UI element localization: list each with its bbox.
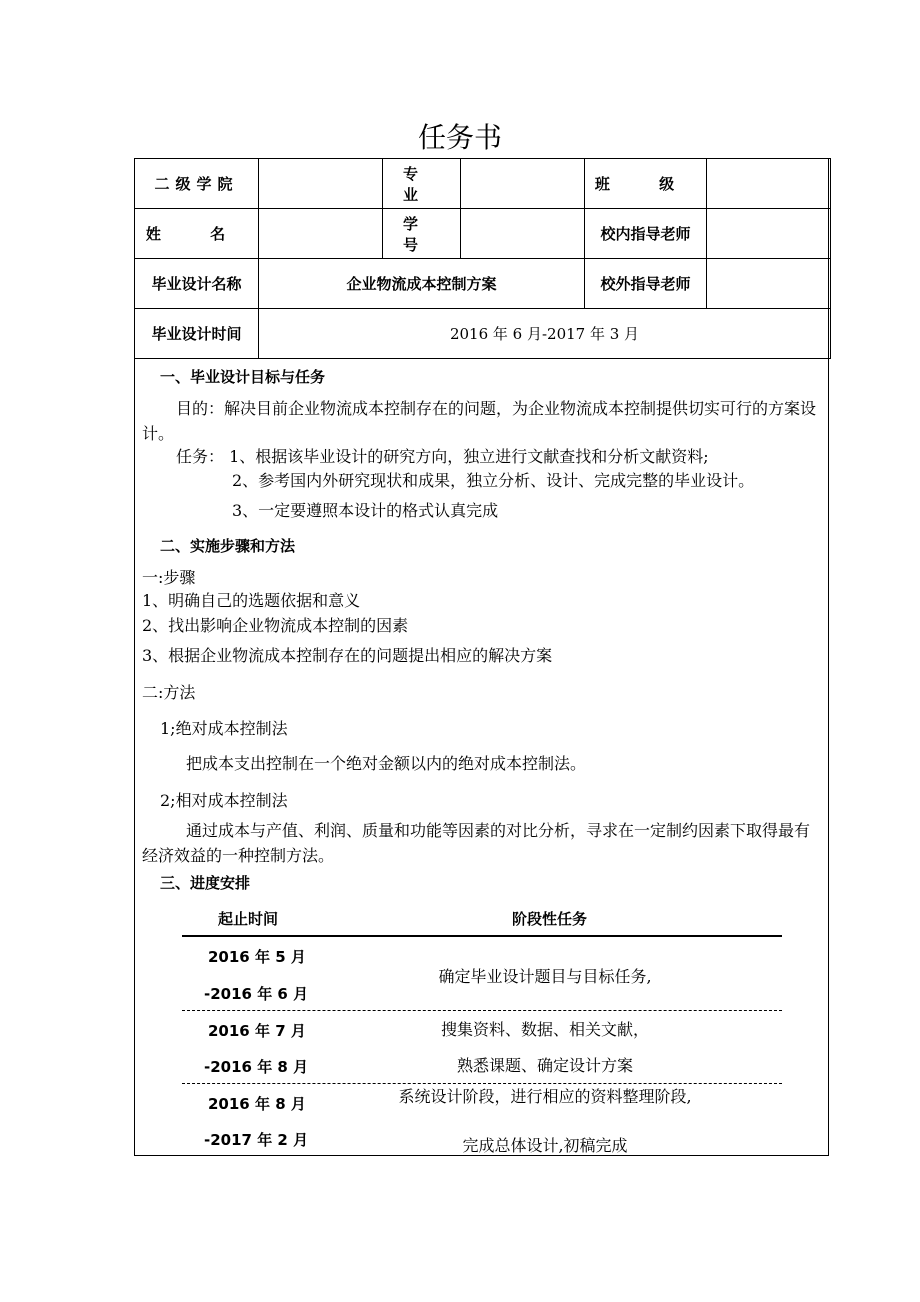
design-time-label: 毕业设计时间 xyxy=(135,309,259,359)
method-2-desc-line-2: 经济效益的一种控制方法。 xyxy=(142,846,335,865)
internal-advisor-label: 校内指导老师 xyxy=(585,209,707,259)
step-2: 2、找出影响企业物流成本控制的因素 xyxy=(142,616,409,635)
college-field[interactable] xyxy=(259,159,383,209)
method-1-desc: 把成本支出控制在一个绝对金额以内的绝对成本控制法。 xyxy=(186,754,587,773)
steps-title: 一:步骤 xyxy=(142,568,196,587)
row-2-start: 2016 年 7 月 xyxy=(208,1022,306,1040)
schedule-header-rule xyxy=(182,935,782,937)
class-label: 班 级 xyxy=(585,159,707,209)
row-1-start: 2016 年 5 月 xyxy=(208,948,306,966)
external-advisor-label: 校外指导老师 xyxy=(585,259,707,309)
row-1-divider xyxy=(182,1010,782,1011)
student-id-label: 学 号 xyxy=(383,209,461,259)
purpose-line-2: 计。 xyxy=(142,424,175,443)
step-3: 3、根据企业物流成本控制存在的问题提出相应的解决方案 xyxy=(142,646,553,665)
design-time-field[interactable]: 2016 年 6 月-2017 年 3 月 xyxy=(259,309,831,359)
college-label: 二级学院 xyxy=(135,159,259,209)
row-3-start: 2016 年 8 月 xyxy=(208,1095,306,1113)
task-line-1: 任务： 1、根据该毕业设计的研究方向，独立进行文献查找和分析文献资料; xyxy=(176,447,709,466)
info-row-3 xyxy=(135,259,831,309)
info-table xyxy=(134,158,831,359)
name-label: 姓 名 xyxy=(135,209,259,259)
schedule-col-task: 阶段性任务 xyxy=(512,910,588,928)
info-row-2 xyxy=(135,209,831,259)
document-title: 任务书 xyxy=(417,121,502,154)
row-3-task-line-1: 系统设计阶段，进行相应的资料整理阶段, xyxy=(398,1087,692,1106)
method-2-title: 2;相对成本控制法 xyxy=(160,791,288,810)
external-advisor-field[interactable] xyxy=(707,259,831,309)
name-field[interactable] xyxy=(259,209,383,259)
task-line-2: 2、参考国内外研究现状和成果，独立分析、设计、完成完整的毕业设计。 xyxy=(232,471,755,490)
row-2-task-line-2: 熟悉课题、确定设计方案 xyxy=(456,1056,633,1075)
design-name-label: 毕业设计名称 xyxy=(135,259,259,309)
row-3-end: -2017 年 2 月 xyxy=(204,1131,309,1149)
row-1-task-line-1: 确定毕业设计题目与目标任务, xyxy=(438,967,652,986)
row-1-end: -2016 年 6 月 xyxy=(204,985,309,1003)
row-3-task-line-2: 完成总体设计,初稿完成 xyxy=(462,1136,628,1155)
internal-advisor-field[interactable] xyxy=(707,209,831,259)
row-3-divider xyxy=(182,1155,782,1156)
section3-heading: 三、进度安排 xyxy=(160,874,251,892)
design-name-field[interactable]: 企业物流成本控制方案 xyxy=(259,259,585,309)
purpose-line-1: 目的：解决目前企业物流成本控制存在的问题，为企业物流成本控制提供切实可行的方案设 xyxy=(176,399,817,418)
method-1-title: 1;绝对成本控制法 xyxy=(160,719,288,738)
section1-heading: 一、毕业设计目标与任务 xyxy=(160,368,326,386)
major-label: 专 业 xyxy=(383,159,461,209)
info-row-1 xyxy=(135,159,831,209)
student-id-field[interactable] xyxy=(461,209,585,259)
info-row-4 xyxy=(135,309,831,359)
row-2-task-line-1: 搜集资料、数据、相关文献， xyxy=(440,1020,649,1039)
row-2-end: -2016 年 8 月 xyxy=(204,1058,309,1076)
schedule-col-time: 起止时间 xyxy=(218,910,279,928)
method-2-desc-line-1: 通过成本与产值、利润、质量和功能等因素的对比分析，寻求在一定制约因素下取得最有 xyxy=(186,821,811,840)
major-field[interactable] xyxy=(461,159,585,209)
task-line-3: 3、一定要遵照本设计的格式认真完成 xyxy=(232,501,499,520)
step-1: 1、明确自己的选题依据和意义 xyxy=(142,591,361,610)
section2-heading: 二、实施步骤和方法 xyxy=(160,537,296,555)
class-field[interactable] xyxy=(707,159,831,209)
methods-title: 二:方法 xyxy=(142,683,196,702)
